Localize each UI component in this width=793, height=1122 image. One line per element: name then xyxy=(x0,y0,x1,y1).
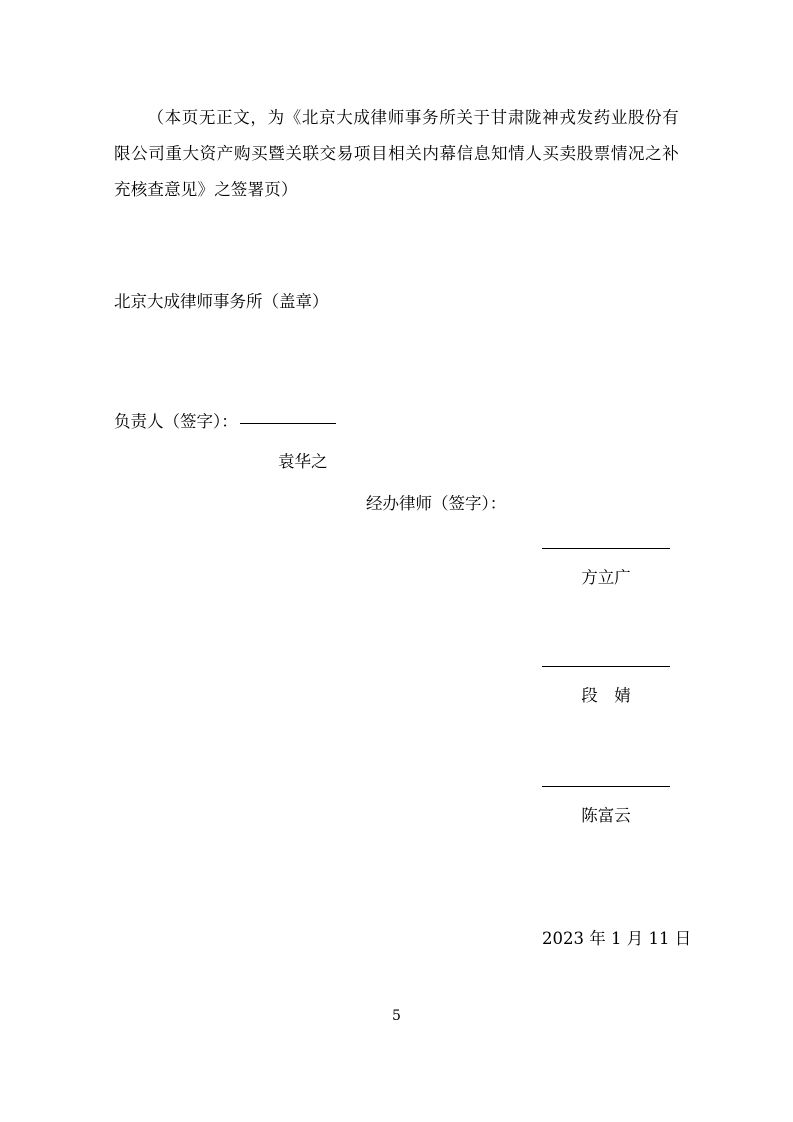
signature-name-3: 陈富云 xyxy=(581,806,631,825)
signature-name-1: 方立广 xyxy=(581,568,631,587)
handling-lawyer-label: 经办律师（签字）： xyxy=(366,494,507,513)
intro-paragraph-text: （本页无正文，为《北京大成律师事务所关于甘肃陇神戎发药业股份有限公司重大资产购买暨关联交易项目相关内幕信息知情人买卖股票情况之补充核查意见》之签署页） xyxy=(114,108,679,199)
responsible-person-name: 袁华之 xyxy=(278,452,328,471)
law-firm-line: 北京大成律师事务所（盖章） xyxy=(114,292,329,311)
signature-date: 2023 年 1 月 11 日 xyxy=(542,929,692,948)
signature-name-2: 段 婧 xyxy=(581,686,631,705)
signature-rule-1 xyxy=(542,548,670,549)
signature-rule-2 xyxy=(542,666,670,667)
page-content xyxy=(114,0,692,1122)
responsible-person-label: 负责人（签字）： xyxy=(114,412,238,431)
page-number: 5 xyxy=(392,1008,401,1024)
responsible-person-line xyxy=(114,406,336,438)
responsible-person-signature-rule xyxy=(240,423,336,424)
intro-block xyxy=(114,100,679,208)
intro-paragraph xyxy=(114,100,679,208)
signature-rule-3 xyxy=(542,786,670,787)
